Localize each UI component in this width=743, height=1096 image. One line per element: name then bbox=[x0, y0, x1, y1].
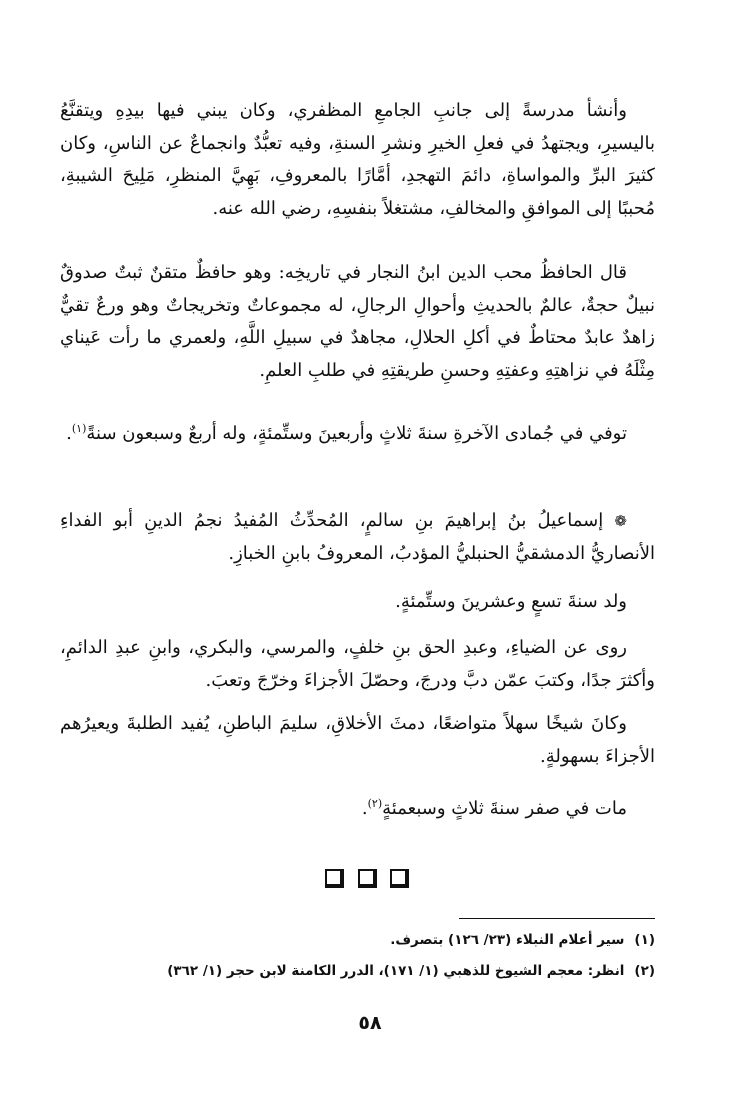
square-ornament-icon bbox=[325, 869, 344, 888]
paragraph-text: روى عن الضياءِ، وعبدِ الحق بنِ خلفٍ، والمرسي، والبكري، وابنِ عبدِ الدائمِ، وأكثرَ جدًا، وكتبَ عمّن دبَّ ودرجَ، وحصّلَ الأجزاءَ وخرّجَ وتعبَ. bbox=[60, 637, 655, 691]
footnote-text: سير أعلام النبلاء (٢٣/ ١٢٦) بتصرف. bbox=[390, 932, 625, 948]
paragraph-narrations bbox=[60, 632, 655, 697]
paragraph-text: ولد سنةَ تسعٍ وعشرينَ وستِّمئةٍ. bbox=[395, 591, 627, 612]
paragraph-text: قال الحافظُ محب الدين ابنُ النجار في تاريخِه: وهو حافظٌ متقنٌ ثبتٌ صدوقٌ نبيلٌ حجةٌ، عالمٌ بالحديثِ وأحوالِ الرجالِ، له مجموعاتٌ وتخريجاتٌ وهو ورعٌ تقيٌّ زاهدٌ عابدٌ محتاطٌ في أكلِ الحلالِ، مجاهدٌ في سبيلِ اللَّهِ، ولعمري ما رأت عَيناي مِثْلَهُ في نزاهتِهِ وعفتِهِ وحسنِ طريقتِهِ في طلبِ العلمِ. bbox=[60, 262, 655, 381]
paragraph-text: وأنشأ مدرسةً إلى جانبِ الجامعِ المظفري، وكان يبني فيها بيدِهِ ويتقنَّعُ باليسيرِ، ويجتهدُ في فعلِ الخيرِ ونشرِ السنةِ، وفيه تعبُّدٌ وانجماعٌ عن الناسِ، وكان كثيرَ البرِّ والمواساةِ، دائمَ التهجدِ، أمَّارًا بالمعروفِ، بَهِيَّ المنظرِ، مَلِيحَ الشيبةِ، مُحببًا إلى الموافقِ والمخالفِ، مشتغلاً بنفسِهِ، رضي الله عنه. bbox=[60, 100, 655, 219]
footnote-divider bbox=[459, 918, 655, 919]
footnote-number: (١) bbox=[634, 932, 655, 948]
paragraph-biography-madrasa bbox=[60, 95, 655, 225]
paragraph-ismail-entry bbox=[60, 505, 655, 570]
footnote-ref-2: (٢) bbox=[367, 797, 383, 810]
footnote-number: (٢) bbox=[634, 963, 655, 979]
paragraph-death-date: مات في صفر سنةَ ثلاثٍ وسبعمئةٍ$^{(٢)}$. bbox=[361, 797, 627, 819]
paragraph-text: مات في صفر سنةَ ثلاثٍ وسبعمئةٍ bbox=[382, 798, 627, 819]
footnote-ref-1: (١) bbox=[71, 422, 87, 435]
footnote-1 bbox=[60, 930, 655, 950]
paragraph-text: إسماعيلُ بنُ إبراهيمَ بنِ سالمٍ، المُحدِّثُ المُفيدُ نجمُ الدينِ أبو الفداءِ الأنصاريُّ الدمشقيُّ الحنبليُّ المؤدبُ، المعروفُ بابنِ الخبازِ. bbox=[60, 510, 655, 564]
paragraph-ibn-najjar-quote bbox=[60, 257, 655, 387]
paragraph-text: وكانَ شيخًا سهلاً متواضعًا، دمثَ الأخلاقِ، سليمَ الباطنِ، يُفيد الطلبةَ ويعيرُهم الأجزاءَ بسهولةٍ. bbox=[60, 713, 655, 767]
flower-bullet-icon: ❁ bbox=[614, 512, 627, 530]
footnote-text: انظر: معجم الشيوخ للذهبي (١/ ١٧١)، الدرر الكامنة لابن حجر (١/ ٣٦٢) bbox=[167, 963, 625, 979]
footnote-2 bbox=[60, 961, 655, 981]
paragraph-text: توفي في جُمادى الآخرةِ سنةَ ثلاثٍ وأربعينَ وستِّمئةٍ، وله أربعٌ وسبعون سنةً bbox=[86, 423, 627, 444]
page-number: ٥٨ bbox=[358, 1012, 382, 1034]
paragraph-character bbox=[60, 708, 655, 773]
paragraph-birth bbox=[60, 586, 655, 619]
section-separator bbox=[325, 869, 409, 891]
square-ornament-icon bbox=[390, 869, 409, 888]
paragraph-death-notice: توفي في جُمادى الآخرةِ سنةَ ثلاثٍ وأربعينَ وستِّمئةٍ، وله أربعٌ وسبعون سنةً$^{(١)}$. bbox=[66, 422, 627, 444]
square-ornament-icon bbox=[358, 869, 377, 888]
